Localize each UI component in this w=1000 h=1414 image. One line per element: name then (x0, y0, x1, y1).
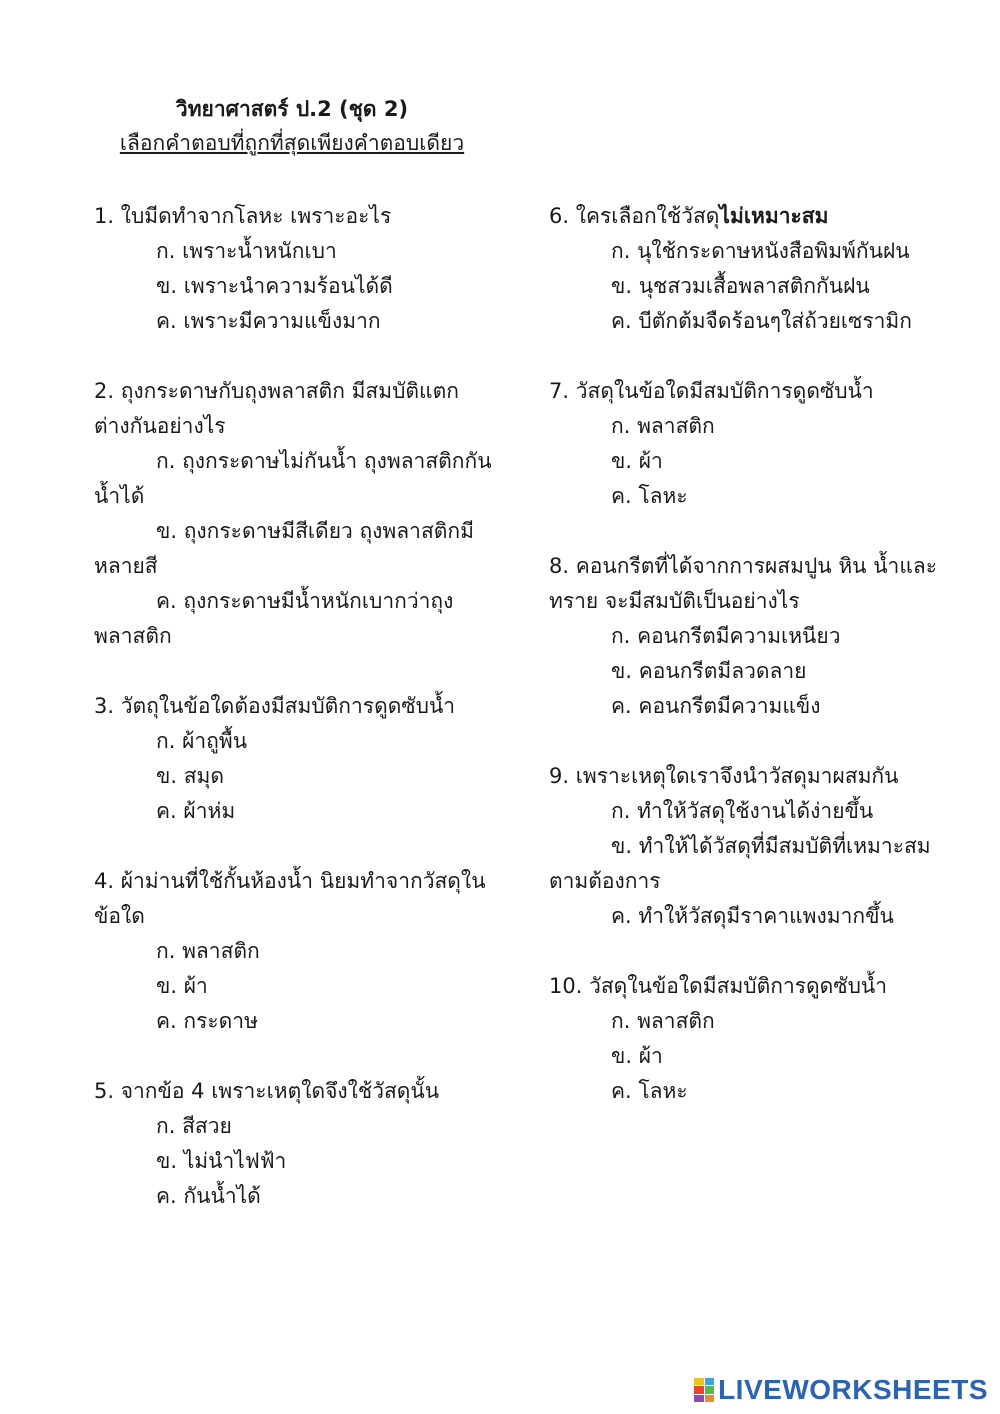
question-text (549, 199, 959, 234)
question-2 (94, 374, 494, 654)
option-c[interactable]: ค. คอนกรีตมีความแข็ง (611, 694, 821, 718)
option-a[interactable]: ก. สีสวย (156, 1114, 232, 1138)
option-a[interactable]: ก. ถุงกระดาษไม่กันน้ำ ถุงพลาสติกกันน้ำได้ (94, 449, 492, 508)
brand-name: LIVEWORKSHEETS (718, 1374, 988, 1405)
option-b[interactable]: ข. ทำให้ได้วัสดุที่มีสมบัติที่เหมาะสมตามต้องการ (549, 834, 931, 893)
question-text: 10. วัสดุในข้อใดมีสมบัติการดูดซับน้ำ (549, 974, 888, 998)
page-title: วิทยาศาสตร์ ป.2 (ชุด 2) (175, 97, 409, 121)
questions-right-column (549, 199, 959, 1144)
question-5 (94, 1074, 494, 1214)
question-text: 7. วัสดุในข้อใดมีสมบัติการดูดซับน้ำ (549, 379, 874, 403)
option-b[interactable]: ข. ไม่นำไฟฟ้า (156, 1149, 287, 1173)
question-6 (549, 199, 959, 339)
question-1 (94, 199, 494, 339)
option-a[interactable]: ก. ผ้าถูพื้น (156, 729, 248, 753)
option-b[interactable]: ข. ผ้า (611, 1044, 663, 1068)
option-c[interactable]: ค. โลหะ (611, 484, 688, 508)
question-text: 8. คอนกรีตที่ได้จากการผสมปูน หิน น้ำและทราย จะมีสมบัติเป็นอย่างไร (549, 554, 938, 613)
question-text-emphasis: ไม่เหมาะสม (719, 204, 829, 228)
question-9 (549, 759, 959, 934)
question-3 (94, 689, 494, 829)
option-c[interactable]: ค. บีตักต้มจืดร้อนๆใส่ถ้วยเซรามิก (611, 309, 912, 333)
option-a[interactable]: ก. พลาสติก (156, 939, 260, 963)
option-c[interactable]: ค. เพราะมีความแข็งมาก (156, 309, 381, 333)
option-a[interactable]: ก. นุใช้กระดาษหนังสือพิมพ์กันฝน (611, 239, 910, 263)
option-a[interactable]: ก. เพราะน้ำหนักเบา (156, 239, 337, 263)
question-text: 3. วัตถุในข้อใดต้องมีสมบัติการดูดซับน้ำ (94, 694, 456, 718)
option-b[interactable]: ข. ผ้า (611, 449, 663, 473)
option-c[interactable]: ค. ทำให้วัสดุมีราคาแพงมากขึ้น (611, 904, 894, 928)
option-b[interactable]: ข. ถุงกระดาษมีสีเดียว ถุงพลาสติกมีหลายสี (94, 519, 474, 578)
option-a[interactable]: ก. ทำให้วัสดุใช้งานได้ง่ายขึ้น (611, 799, 874, 823)
question-4 (94, 864, 494, 1039)
option-c[interactable]: ค. ถุงกระดาษมีน้ำหนักเบากว่าถุงพลาสติก (94, 589, 454, 648)
option-a[interactable]: ก. พลาสติก (611, 1009, 715, 1033)
option-b[interactable]: ข. นุชสวมเสื้อพลาสติกกันฝน (611, 274, 870, 298)
option-b[interactable]: ข. สมุด (156, 764, 225, 788)
question-text: 5. จากข้อ 4 เพราะเหตุใดจึงใช้วัสดุนั้น (94, 1079, 440, 1103)
option-a[interactable]: ก. พลาสติก (611, 414, 715, 438)
option-a[interactable]: ก. คอนกรีตมีความเหนียว (611, 624, 841, 648)
question-text: 9. เพราะเหตุใดเราจึงนำวัสดุมาผสมกัน (549, 764, 899, 788)
question-10 (549, 969, 959, 1109)
option-c[interactable]: ค. โลหะ (611, 1079, 688, 1103)
option-b[interactable]: ข. คอนกรีตมีลวดลาย (611, 659, 807, 683)
page-subtitle: เลือกคำตอบที่ถูกที่สุดเพียงคำตอบเดียว (119, 131, 465, 155)
question-8 (549, 549, 959, 724)
worksheet-header (82, 92, 502, 160)
liveworksheets-logo (694, 1374, 988, 1406)
questions-left-column (94, 199, 494, 1249)
question-text: 2. ถุงกระดาษกับถุงพลาสติก มีสมบัติแตกต่างกันอย่างไร (94, 379, 459, 438)
liveworksheets-logo-icon (694, 1378, 714, 1402)
question-text: 1. ใบมีดทำจากโลหะ เพราะอะไร (94, 204, 392, 228)
option-c[interactable]: ค. ผ้าห่ม (156, 799, 236, 823)
question-text-plain: 6. ใครเลือกใช้วัสดุ (549, 204, 720, 228)
option-b[interactable]: ข. เพราะนำความร้อนได้ดี (156, 274, 393, 298)
question-7 (549, 374, 959, 514)
option-b[interactable]: ข. ผ้า (156, 974, 208, 998)
question-text: 4. ผ้าม่านที่ใช้กั้นห้องน้ำ นิยมทำจากวัสดุในข้อใด (94, 869, 486, 928)
option-c[interactable]: ค. กันน้ำได้ (156, 1184, 261, 1208)
option-c[interactable]: ค. กระดาษ (156, 1009, 258, 1033)
